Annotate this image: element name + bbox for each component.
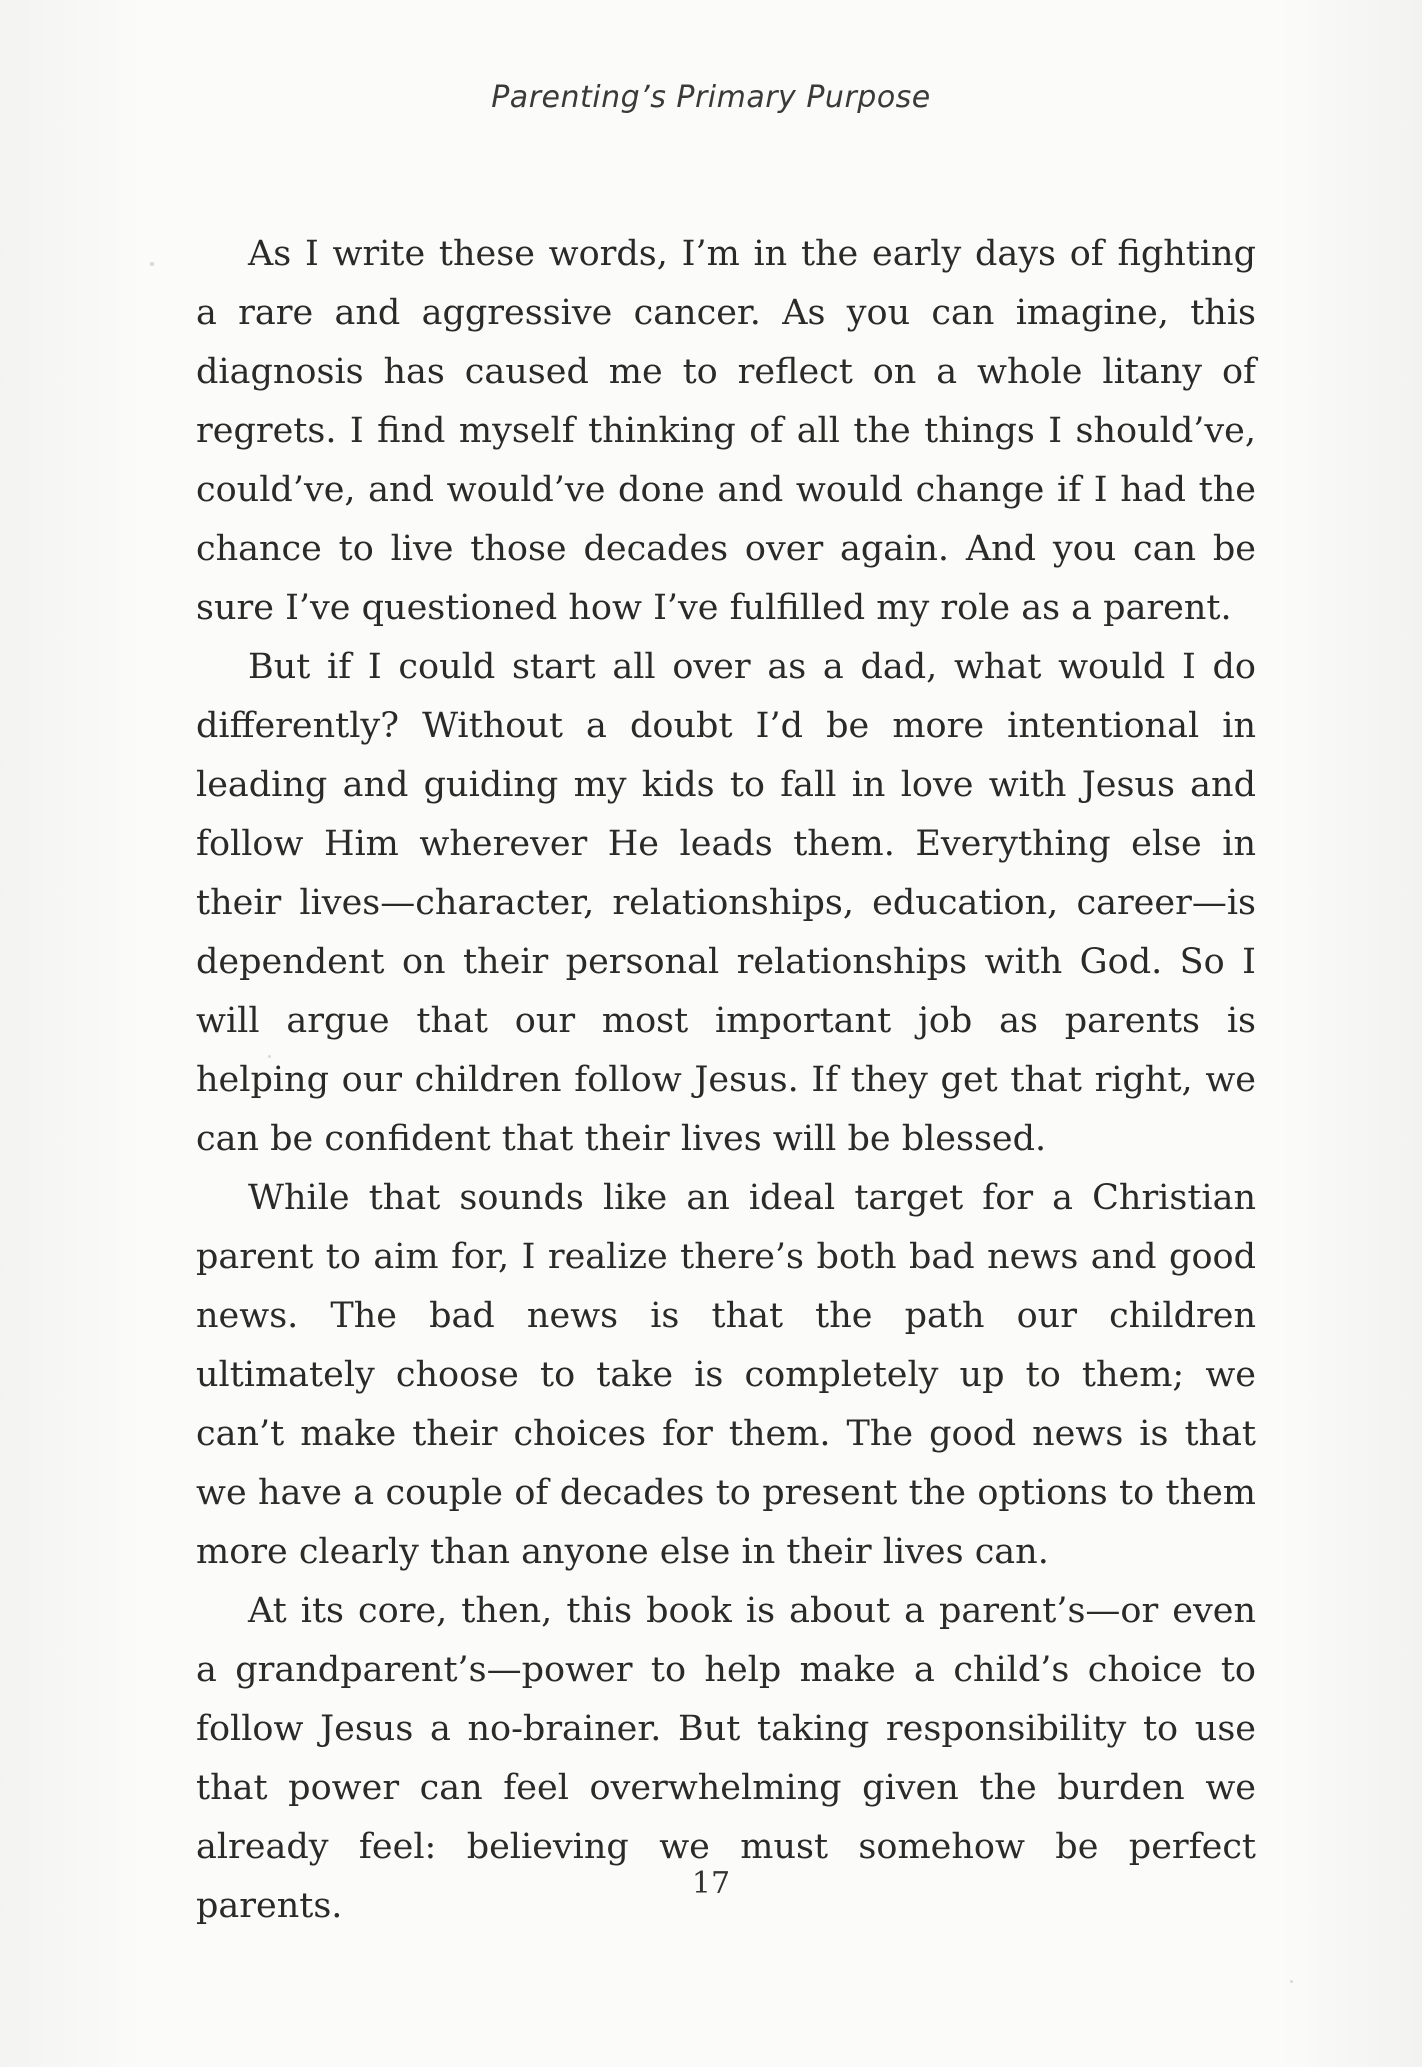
paragraph-3: While that sounds like an ideal target for a Christian parent to aim for, I realize there’s both bad news and good news. The bad news is that the path our children ultimately choose to take is completely up to them; we can’t make their choices for them. The good news is that we have a couple of decades to present the options to them more clearly than anyone else in their lives can. — [196, 1178, 1256, 1572]
running-head: Parenting’s Primary Purpose — [491, 80, 931, 115]
scan-speck — [268, 1055, 271, 1058]
body-text — [196, 225, 1256, 1936]
scan-speck — [150, 262, 154, 266]
paragraph-1: As I write these words, I’m in the early days of fighting a rare and aggressive cancer. As you can imagine, this diagnosis has caused me to reflect on a whole litany of regrets. I find myself thinking of all the things I should’ve, could’ve, and would’ve done and would change if I had the chance to live those decades over again. And you can be sure I’ve questioned how I’ve fulfilled my role as a parent. — [196, 234, 1256, 628]
page-number: 17 — [691, 1866, 731, 1901]
paragraph-4: At its core, then, this book is about a parent’s—or even a grandparent’s—power to help make a child’s choice to follow Jesus a no-brainer. But taking responsibility to use that power can feel overwhelming given the burden we already feel: believing we must somehow be perfect parents. — [196, 1591, 1256, 1926]
scan-speck — [1290, 1980, 1293, 1983]
paragraph-2: But if I could start all over as a dad, what would I do differently? Without a doubt I’d be more intentional in leading and guiding my kids to fall in love with Jesus and follow Him wherever He leads them. Everything else in their lives—character, relationships, education, career—is dependent on their personal relationships with God. So I will argue that our most important job as parents is helping our children follow Jesus. If they get that right, we can be confident that their lives will be blessed. — [196, 647, 1256, 1159]
